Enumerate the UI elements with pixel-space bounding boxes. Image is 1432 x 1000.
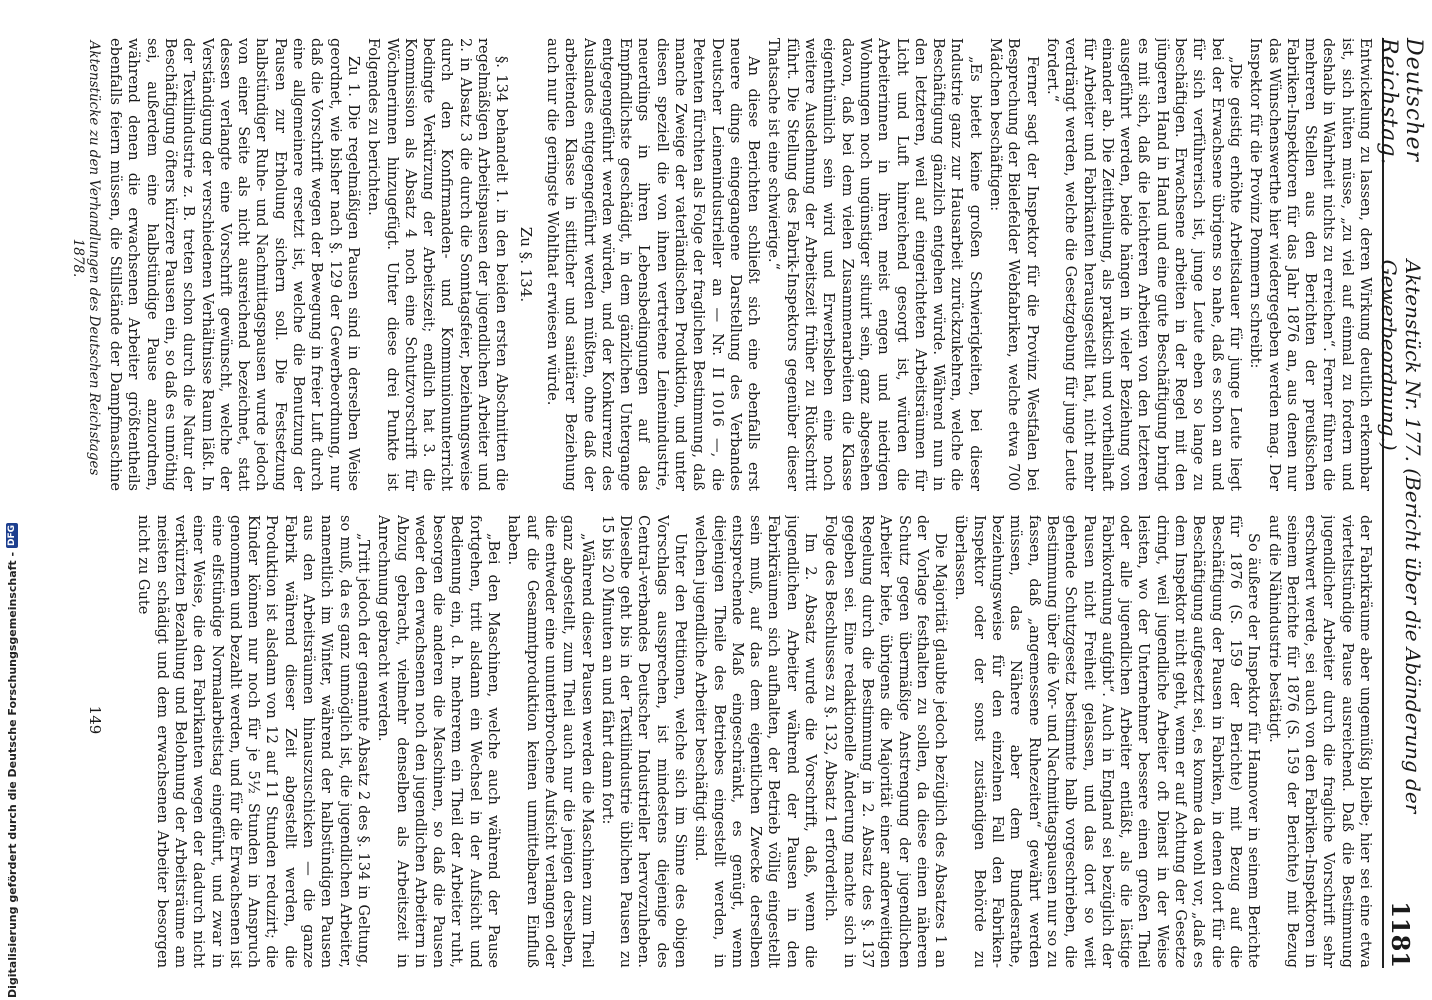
paragraph: Ferner sagt der Inspektor für die Provinz Westfalen bei Besprechung der Bielefelder Webfabriken, welche etwa 700 Mädchen beschäftigen: — [987, 38, 1041, 491]
page-header — [1376, 38, 1426, 968]
header-left: Deutscher Reichstag. — [1376, 38, 1426, 166]
dfg-logo-icon: DFG — [7, 524, 17, 546]
paragraph: „Während dieser Pausen werden die Maschinen zum Theil ganz abgestellt, zum Theil auch nur die jenigen derselben, die entweder eine ununterbrochene Aufsicht verlangen oder auf die Gesammtproduktion keinen unmittelbaren Einfluß haben. — [505, 515, 596, 968]
paragraph: §. 134 behandelt 1. in den beiden ersten Abschnitten die regelmäßigen Arbeitspausen der jugendlichen Arbeiter und 2. in Absatz 3 die durch die Sonntagsfeier, beziehungsweise durch den Konfirmanden- und Kommunionunterricht bedingte Verkürzung der Arbeitszeit; endlich hat 3. die Kommission als Absatz 4 noch eine Schutzvorschrift für Wöchnerinnen hinzugefügt. Unter diese drei Punkte ist Folgendes zu berichten. — [365, 38, 511, 491]
paragraph: So äußere der Inspektor für Hannover in seinem Berichte für 1876 (S. 159 der Berichte) mit Bezug auf die Beschäftigung der Pausen in Fabriken, in denen dort für die Beschäftigung aufgesetzt sei, es komme da wohl vor, „daß es dem Inspektor nicht geht, wenn er auf Achtung der Gesetze dringt, weil jugendliche Arbeiter oft Dienst in der Weise leisten, wo der Unternehmer bessere einen großen Theil oder alle jugendlichen Arbeiter entläßt, als die lästige Fabrikordnung aufgibt“. Auch in England sei bezüglich der Pausen nicht Freiheit gelassen, und das dort so weit gehende Schutzgesetz bestimmte halb vorgeschrieben, die Bestimmung über die Vor- und Nachmittagspausen nur so zu fassen, daß „angemessene Ruhezeiten“ gewährt werden müssen, das Nähere aber dem Bundesrathe, beziehungsweise für den einzelnen Fall den Fabriken-Inspektor oder der sonst zuständigen Behörde zu überlassen. — [952, 515, 1263, 968]
text-columns — [104, 38, 1374, 968]
paragraph: der Fabrikräume aber ungemüßig bleibe; hier sei eine etwa vierteltstündige Pause ausreichend. Daß die Bestimmung jugendlicher Arbeiter durch die fragliche Vorschrift sehr erschwert werde, sei auch von den Fabriken-Inspektoren in seinem Berichte für 1876 (S. 159 der Berichte) mit Bezug auf die Nähindustrie bestätigt. — [1265, 515, 1374, 968]
paragraph: Im 2. Absatz wurde die Vorschrift, daß, wenn die jugendlichen Arbeiter während der Pausen in den Fabrikräumen sich aufhalten, der Betrieb völlig eingestellt sein muß, auf das dem eigentlichen Zwecke derselben entsprechende Maß eingeschränkt, es genügt, wenn diejenigen Theile des Betriebes eingestellt werden, in welchen jugendliche Arbeiter beschäftigt sind. — [692, 515, 820, 968]
section-heading: Zu §. 134. — [516, 226, 535, 303]
header-page-number: 1181 — [1386, 901, 1416, 968]
paragraph: An diese Berichten schließt sich eine ebenfalls erst neuere dings eingegangene Darstellung des Verbandes Deutscher Leinenindustrieller an — Nr. II 1016 —, die Petenten fürchten als Folge der fraglichen Bestimmung, daß manche Zweige der vaterländischen Produktion, und unter diesen speziell die von ihnen vertretene Leinenindustrie, neuerdings in ihren Lebensbedingungen auf das Empfindlichste geschädigt, in dem gänzlichen Untergange entgegengeführt werden würden, und der Konkurrenz des Auslandes entgegengeführt werden müßten, ohne daß der arbeitenden Klasse in sittlicher und sanitärer Beziehung auch nur die geringste Wohlthat erwiesen würde. — [543, 38, 763, 491]
paragraph: „Bei den Maschinen, welche auch während der Pause fortgehen, tritt alsdann ein Wechsel in der Aufsicht und Bedienung ein, d. h. mehrerem ein Theil der Arbeiter ruht, besorgen die anderen die Maschinen, so daß die Pausen weder den erwachsenen noch den jugendlichen Arbeitern in Abzug gebracht, vielmehr denselben als Arbeitszeit in Anrechnung gebracht werden. — [375, 515, 503, 968]
digitization-credit — [4, 524, 20, 998]
paragraph: Die Majorität glaubte jedoch bezüglich des Absatzes 1 an der Vorlage festhalten zu sollen, da diese einen näheren Schutz gegen übermäßige Anstrengung der jugendlichen Arbeiter biete, übrigens die Majorität einer anderweitigen Regelung durch die Bestimmung in 2. Absatz des §. 137 gegeben sei. Eine redaktionelle Änderung machte sich in Folge des Beschlusses zu §. 132, Absatz 1 erforderlich. — [822, 515, 950, 968]
paragraph: „Es bietet keine großen Schwierigkeiten, bei dieser Industrie ganz zur Hausarbeit zurückzukehren, welche die Beschäftigung gänzlich entgehen würde. Während nun in den letzteren, weil auf eingerichteten Arbeitsräumen für Licht und Luft hinreichend gesorgt ist, würden die Arbeiterinnen in ihren meist engen und niedrigen Wohnungen noch ungünstiger situirt sein, ganz abgesehen davon, daß bei dem vielen Zusammenarbeiten die Klasse eigenthümlich sein wird und Erwerbsleben eine noch weitere Ausdehnung der Arbeitszeit früher zu Rückschritt führt. Die Stellung des Fabrik-Inspektors gegenüber dieser Thatsache ist eine schwierige.“ — [765, 38, 984, 491]
paragraph: Zu 1. Die regelmäßigen Pausen sind in derselben Weise geordnet, wie bisher nach §. 129 der Gewerbeordnung, nur daß die Vorschrift wegen der Bewegung in freier Luft durch eine allgemeinere ersetzt ist, welche die Benutzung der Pausen zur Erholung sichern soll. Die Festsetzung halbstündiger Ruhe- und Nachmittagspausen wurde jedoch von einer Seite als nicht ausreichend bezeichnet, statt dessen verlangte eine Vorschrift gewünscht, welche der Verständigung der verschiedenen Verhältnisse Raum läßt. In der Textilindustrie z. B. treten schon durch die Natur der Beschäftigung öfters kürzere Pausen ein, so daß es unnöthig sei, außerdem eine halbstündige Pause anzuordnen, während denen die erwachsenen Arbeiter größtentheils ebenfalls feiern müssen, die Stillstände der Dampfmaschine — [107, 38, 362, 491]
paragraph: Entwickelung zu lassen, deren Wirkung deutlich erkennbar ist, sich hüten müsse, „zu viel auf einmal zu fordern und deshalb in Wahrheit nichts zu erreichen“. Ferner führen die mehreren Stellen aus den Berichten der preußischen Fabriken-Inspektoren für das Jahr 1876 an, aus denen nur das Wünschenswerthe hier wiedergegeben werden mag. Der Inspektor für die Provinz Pommern schreibt: — [1247, 38, 1374, 491]
footer-caption: Aktenstücke zu den Verhandlungen des Deutschen Reichstages 1878. — [70, 40, 102, 476]
paragraph: Unter den Petitionen, welche sich im Sinne des obigen Vorschlags aussprechen, ist mindestens diejenige des Central-verbandes Deutscher Industrieller hervorzuheben. Dieselbe geht bis in der Textilindustrie üblichen Pausen zu 15 bis 20 Minuten an und fährt dann fort: — [598, 515, 690, 968]
right-column — [104, 515, 1374, 968]
paragraph: „Die geistig erhöhte Arbeitsdauer für junge Leute liegt bei der Erwachsene übrigens so nahe, daß es schon an und für sich verführerisch ist, junge Leute eben so lange zu beschäftigen. Erwachsene arbeiten in der Regel mit den jüngeren Hand in Hand und eine gute Beschäftigung bringt es mit sich, daß die leichteren Arbeiten von den letzteren ausgeführt werden, beide hängen in vieler Beziehung von einander ab. Die Zeittheilung, als praktisch und vortheilhaft für Arbeiter und Fabrikanten herausgestellt hat, nicht mehr verdrängt werden, welche die Gesetzgebung für junge Leute fordert.“ — [1043, 38, 1244, 491]
left-column — [104, 38, 1374, 491]
paragraph: „Tritt jedoch der genannte Absatz 2 des §. 134 in Geltung, so muß, da es ganz unmöglich ist, die jugendlichen Arbeiter, namentlich im Winter, während der halbstündigen Pausen aus den Arbeitsräumen hinauszuschicken — die ganze Fabrik während dieser Zeit abgestellt werden, die Produktion ist alsdann von 12 auf 11 Stunden reduzirt; die Kinder können nur noch für je 5½ Stunden in Anspruch genommen und bezahlt werden, und für die Erwachsenen ist eine elfstündige Normalarbeitstag eingeführt, und zwar in einer Weise, die den Fabrikanten wegen der dadurch nicht verkürzten Bezahlung und Belohnung der Arbeitsräume am meisten schädigt und dem erwachsenen Arbeiter besorgen nicht zu Gute — [135, 515, 372, 968]
footer-page-number: 149 — [86, 705, 104, 735]
header-title: Aktenstück Nr. 177. (Bericht über die Abänderung der Gewerbeordnung.) — [1377, 259, 1425, 814]
credit-text: Digitalisierung gefördert durch die Deutsche Forschungsgemeinschaft - — [5, 551, 19, 998]
